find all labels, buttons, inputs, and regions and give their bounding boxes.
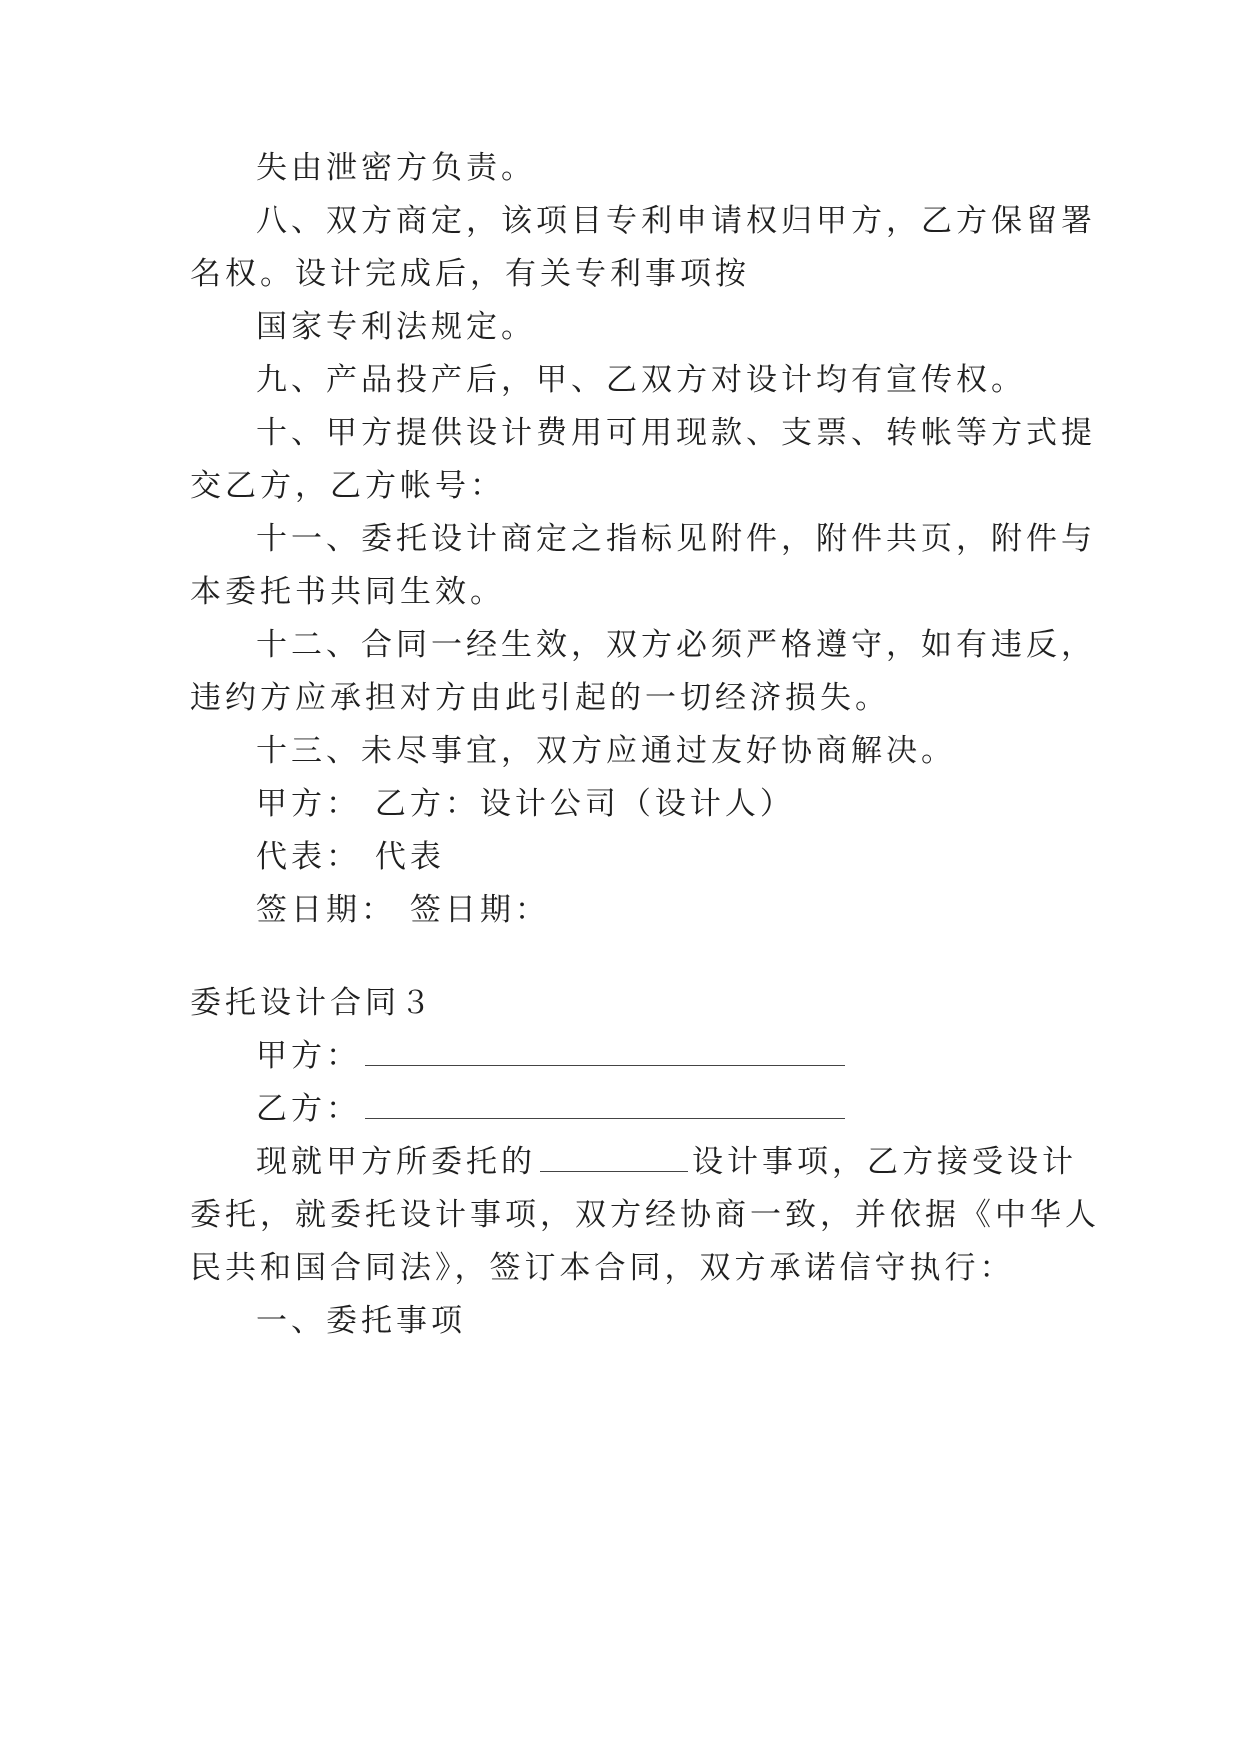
clause-8-line-2: 名权。设计完成后，有关专利事项按 — [190, 256, 750, 292]
item-1-heading: 一、委托事项 — [256, 1303, 466, 1339]
clause-10-line-2: 交乙方，乙方帐号： — [190, 468, 505, 504]
section-title: 委托设计合同３ — [190, 985, 435, 1021]
signature-representatives: 代表： 代表 — [256, 839, 445, 875]
clause-13: 十三、未尽事宜，双方应通过友好协商解决。 — [256, 733, 956, 769]
clause-12-line-1: 十二、合同一经生效，双方必须严格遵守，如有违反， — [256, 627, 1096, 663]
party-a-label: 甲方： — [256, 1038, 361, 1074]
clause-8-line-1: 八、双方商定，该项目专利申请权归甲方，乙方保留署 — [256, 203, 1096, 239]
entrust-line-1 — [256, 1142, 1077, 1182]
clause-9: 九、产品投产后，甲、乙双方对设计均有宣传权。 — [256, 362, 1026, 398]
party-b-field — [256, 1089, 845, 1129]
signature-dates: 签日期： 签日期： — [256, 892, 550, 928]
clause-8-line-3: 国家专利法规定。 — [256, 309, 536, 345]
clause-11-line-1: 十一、委托设计商定之指标见附件，附件共页，附件与 — [256, 521, 1096, 557]
entrust-line-3: 民共和国合同法》，签订本合同，双方承诺信守执行： — [190, 1250, 1015, 1286]
entrust-prefix: 现就甲方所委托的 — [256, 1144, 536, 1180]
entrust-line-2: 委托，就委托设计事项，双方经协商一致，并依据《中华人 — [190, 1197, 1100, 1233]
party-b-blank — [365, 1092, 845, 1119]
party-b-label: 乙方： — [256, 1091, 361, 1127]
entrust-suffix: 设计事项，乙方接受设计 — [692, 1144, 1077, 1180]
clause-10-line-1: 十、甲方提供设计费用可用现款、支票、转帐等方式提 — [256, 415, 1096, 451]
signature-parties: 甲方： 乙方：设计公司（设计人） — [256, 786, 795, 822]
text-line: 失由泄密方负责。 — [256, 150, 536, 186]
party-a-blank — [365, 1039, 845, 1066]
clause-12-line-2: 违约方应承担对方由此引起的一切经济损失。 — [190, 680, 890, 716]
clause-11-line-2: 本委托书共同生效。 — [190, 574, 505, 610]
entrust-blank — [540, 1145, 688, 1172]
party-a-field — [256, 1036, 845, 1076]
